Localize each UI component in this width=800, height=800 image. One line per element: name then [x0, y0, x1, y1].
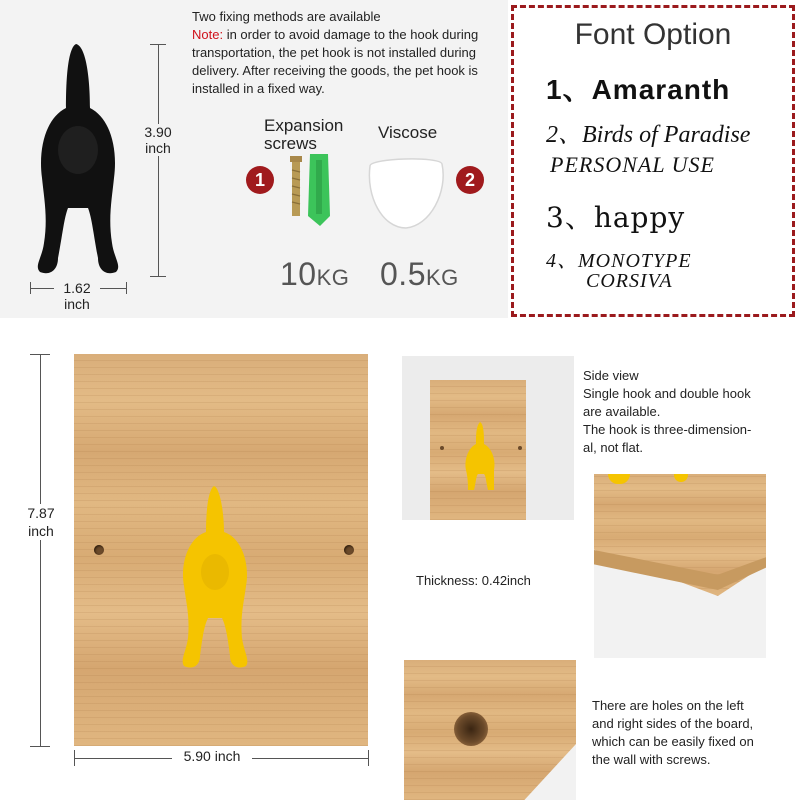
product-dimension-panel	[0, 0, 508, 318]
dimension-tick	[150, 276, 166, 277]
viscose-weight: 0.5KG	[380, 256, 459, 292]
dimension-tick	[30, 282, 31, 294]
font-option-3[interactable]: 3、happy	[546, 201, 686, 234]
side-view-yellow-hook	[460, 420, 500, 494]
note-label: Note:	[192, 27, 224, 42]
board-hole-closeup	[454, 712, 488, 746]
font-option-panel	[511, 5, 795, 317]
viscose-title: Viscose	[378, 123, 438, 142]
dimension-tick	[126, 282, 127, 294]
dimension-tick	[368, 750, 369, 766]
method-1-badge: 1	[246, 166, 274, 194]
yellow-dog-hook-image	[170, 482, 260, 672]
thickness-label: Thickness: 0.42inch	[416, 573, 531, 588]
font-option-4-subline: CORSIVA	[586, 270, 673, 292]
black-dog-hook-image	[18, 38, 138, 278]
thickness-photo	[594, 474, 766, 658]
width-dimension-label: 1.62 inch	[54, 280, 100, 312]
board-height-label: 7.87 inch	[16, 504, 66, 540]
wood-board-image	[74, 354, 368, 746]
dimension-tick	[150, 44, 166, 45]
expansion-screws-title: Expansion screws	[264, 116, 344, 153]
dimension-tick	[30, 354, 50, 355]
font-option-2-subline: PERSONAL USE	[550, 152, 715, 177]
font-option-2[interactable]: 2、Birds of Paradise	[546, 122, 751, 148]
height-dimension-label: 3.90 inch	[136, 124, 180, 156]
font-option-1[interactable]: 1、Amaranth	[546, 74, 731, 105]
board-height-dimension-line	[40, 354, 41, 746]
dimension-tick	[74, 750, 75, 766]
font-option-title: Font Option	[574, 18, 732, 51]
viscose-pad-image	[360, 152, 450, 232]
method-2-badge: 2	[456, 166, 484, 194]
side-view-text: Side view Single hook and double hook are available. The hook is three-dimension- al, not flat.	[583, 368, 752, 455]
fixing-methods-text: Two fixing methods are available Note: in order to avoid damage to the hook during transportation, the pet hook is not installed during delivery. After receiving the goods, the pet hook is installed in a fixed way.	[192, 9, 479, 96]
dimension-tick	[30, 746, 50, 747]
expansion-screw-image	[284, 150, 340, 230]
font-option-4[interactable]: 4、MONOTYPE	[546, 250, 692, 272]
height-dimension-line	[158, 44, 159, 276]
hole-closeup-photo	[404, 660, 576, 800]
screw-hole-right	[344, 545, 354, 555]
side-view-photo	[402, 356, 574, 520]
holes-description-text: There are holes on the left and right sides of the board, which can be easily fixed on the wall with screws.	[592, 698, 754, 767]
screw-hole-left	[94, 545, 104, 555]
board-width-label: 5.90 inch	[172, 748, 252, 764]
expansion-screw-weight: 10KG	[280, 256, 350, 292]
